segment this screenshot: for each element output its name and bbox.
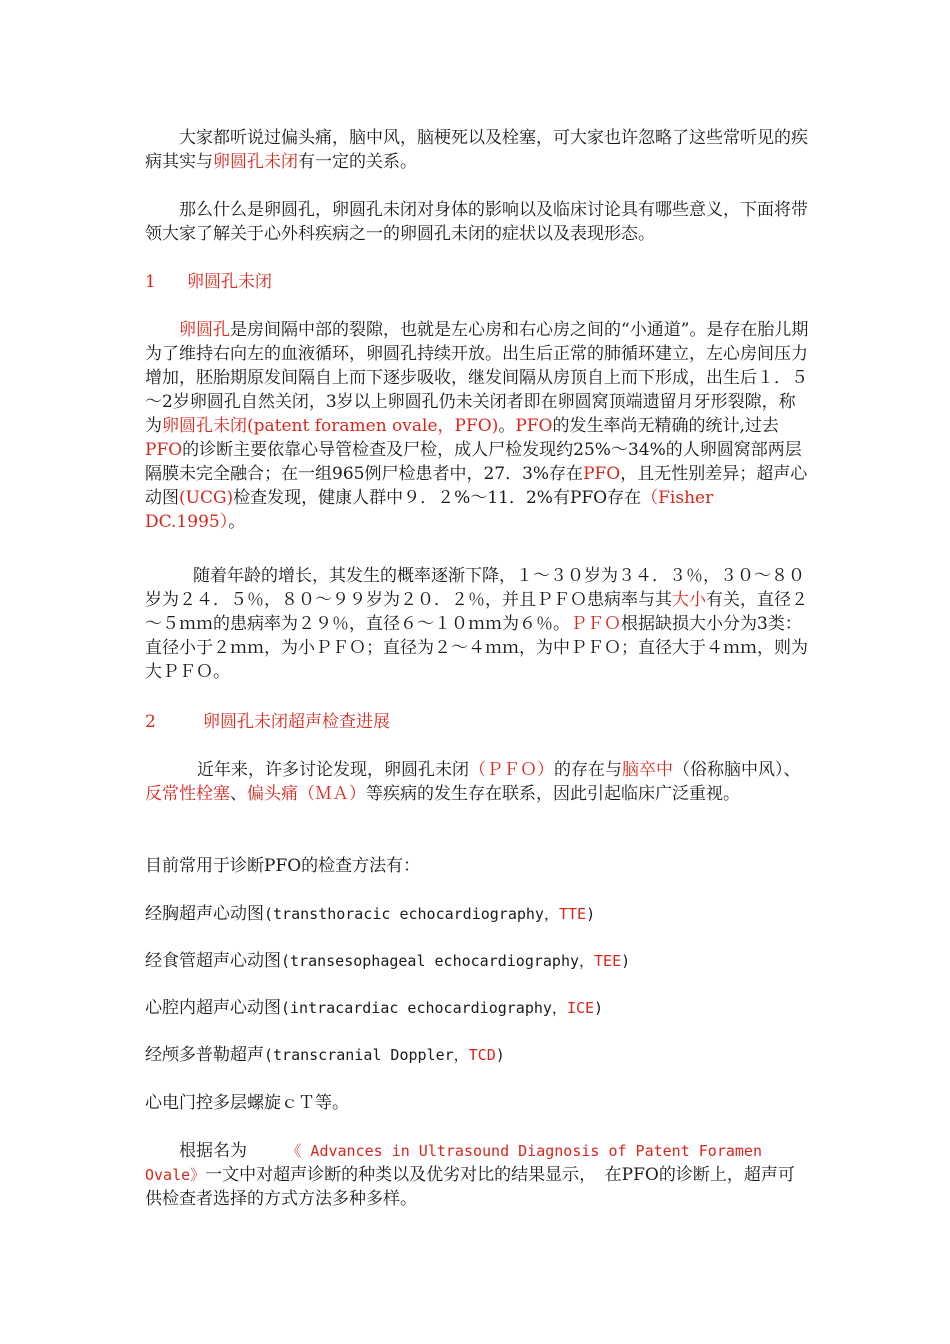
method-item: [145, 996, 603, 1020]
section-1-heading: [145, 270, 272, 294]
conclusion-text-b: 一文中对超声诊断的种类以及优劣对比的结果显示， 在PFO的诊断上，超声可供检查者选择的方式方法多种多样。: [145, 1165, 795, 1209]
method-english: (transthoracic echocardiography，: [264, 905, 559, 923]
method-close: ): [621, 952, 631, 970]
ct-method: [145, 1091, 349, 1115]
research-text-c: （俗称脑中风）、: [673, 760, 801, 780]
pfo-link[interactable]: 卵圆孔未闭: [213, 152, 298, 172]
method-close: ): [594, 999, 604, 1017]
section-2-number: 2: [145, 712, 156, 732]
section-1-number: 1: [145, 272, 156, 292]
pfo-link-2[interactable]: PFO: [515, 416, 553, 436]
method-close: ): [586, 905, 596, 923]
age-text: 随着年龄的增长，其发生的概率逐渐下降，１～３０岁为３４．３％，３０～８０岁为２４．５％，８０～９９岁为２０．２％，并且ＰＦＯ患病率与其: [145, 566, 805, 610]
method-abbr-link[interactable]: TCD: [468, 1046, 496, 1064]
section-2-heading: [145, 710, 390, 734]
method-english: (transcranial Doppler，: [264, 1046, 469, 1064]
method-name: 经颅多普勒超声: [145, 1045, 264, 1065]
research-text-e: 等疾病的发生存在联系，因此引起临床广泛重视。: [366, 784, 740, 804]
definition-text-e: ，且无性别差异；超声心动图: [145, 464, 808, 508]
pfo-link-3[interactable]: PFO: [145, 440, 183, 460]
embolism-link[interactable]: 反常性栓塞: [145, 784, 230, 804]
ct-method-text: 心电门控多层螺旋ｃＴ等。: [145, 1093, 349, 1113]
method-name: 心腔内超声心动图: [145, 998, 281, 1018]
method-abbr-link[interactable]: ICE: [566, 999, 595, 1017]
age-text-c: 根据缺损大小分为3类：直径小于２ｍｍ，为小ＰＦＯ；直径为２～４ｍｍ，为中ＰＦＯ；直径大于４ｍｍ，则为大ＰＦＯ。: [145, 614, 808, 682]
intro-text: 大家都听说过偏头痛，脑中风，脑梗死以及栓塞，可大家也许忽略了这些常听见的疾病其实与: [145, 128, 808, 172]
method-name: 经胸超声心动图: [145, 904, 264, 924]
method-abbr-link[interactable]: TTE: [558, 905, 587, 923]
size-link[interactable]: 大小: [672, 590, 706, 610]
stroke-link[interactable]: 脑卒中: [622, 760, 673, 780]
pfo-link-4[interactable]: PFO: [583, 464, 621, 484]
pfo-term-link[interactable]: 卵圆孔未闭(patent foramen ovale，PFO): [162, 416, 499, 436]
intro-text-end: 有一定的关系。: [298, 152, 417, 172]
research-text-b: 的存在与: [554, 760, 622, 780]
pfo-abbr-link[interactable]: （ＰＦＯ）: [469, 760, 554, 780]
migraine-link[interactable]: 偏头痛（ＭＡ）: [247, 784, 366, 804]
conclusion-text: 根据名为: [179, 1141, 247, 1161]
ucg-link[interactable]: (UCG): [179, 488, 234, 508]
pfo-fullwidth-link[interactable]: ＰＦＯ: [570, 614, 621, 634]
age-paragraph: [145, 564, 810, 684]
question-paragraph: [145, 198, 810, 246]
section-2-title: 卵圆孔未闭超声检查进展: [203, 712, 390, 732]
method-item: [145, 949, 630, 973]
definition-text-d: 的诊断主要依靠心导管检查及尸检，成人尸检发现约25%～34%的人卵圆窝部两层隔膜未完全融合；在一组965例尸检患者中，27．3%存在: [145, 440, 802, 484]
definition-text-g: 。: [228, 512, 246, 532]
research-paragraph: [145, 758, 810, 806]
methods-intro-text: 目前常用于诊断PFO的检查方法有：: [145, 856, 421, 876]
method-english: (intracardiac echocardiography，: [281, 999, 567, 1017]
definition-text-c: 的发生率尚无精确的统计,过去: [552, 416, 779, 436]
method-item: [145, 1043, 505, 1067]
foramen-ovale-link[interactable]: 卵圆孔: [179, 320, 230, 340]
method-abbr-link[interactable]: TEE: [594, 952, 622, 970]
article-title-link[interactable]: 《 Advances in Ultrasound Diagnosis of Patent Foramen Ovale》: [145, 1142, 762, 1184]
question-text: 那么什么是卵圆孔，卵圆孔未闭对身体的影响以及临床讨论具有哪些意义，下面将带领大家了解关于心外科疾病之一的卵圆孔未闭的症状以及表现形态。: [145, 200, 808, 244]
method-name: 经食管超声心动图: [145, 951, 281, 971]
method-close: ): [495, 1046, 505, 1064]
intro-paragraph: [145, 126, 810, 174]
research-text: 近年来，许多讨论发现，卵圆孔未闭: [197, 760, 469, 780]
definition-text-b: 。: [498, 416, 516, 436]
methods-intro: [145, 854, 420, 878]
definition-text: 是房间隔中部的裂隙，也就是左心房和右心房之间的“小通道”。是存在胎儿期为了维持右向左的血液循环，卵圆孔持续开放。出生后正常的肺循环建立，左心房间压力增加，胚胎期原发间隔自上而下逐步吸收，继发间隔从房顶自上而下形成，出生后１．５～2岁卵圆孔自然关闭，3岁以上卵圆孔仍未关闭者即在卵圆窝顶端遗留月牙形裂隙，称为: [145, 320, 809, 436]
conclusion-paragraph: [145, 1139, 810, 1211]
section-1-title: 卵圆孔未闭: [187, 272, 272, 292]
method-item: [145, 902, 595, 926]
age-text-b: 有关，直径２～５ｍｍ的患病率为２９％，直径６～１０ｍｍ为６％。: [145, 590, 808, 634]
research-text-d: 、: [230, 784, 247, 804]
definition-text-f: 检查发现，健康人群中９．２%～11．2%有PFO存在: [233, 488, 642, 508]
method-english: (transesophageal echocardiography，: [281, 952, 595, 970]
definition-paragraph: [145, 318, 810, 534]
citation-link[interactable]: （Fisher DC.1995）: [145, 488, 714, 532]
